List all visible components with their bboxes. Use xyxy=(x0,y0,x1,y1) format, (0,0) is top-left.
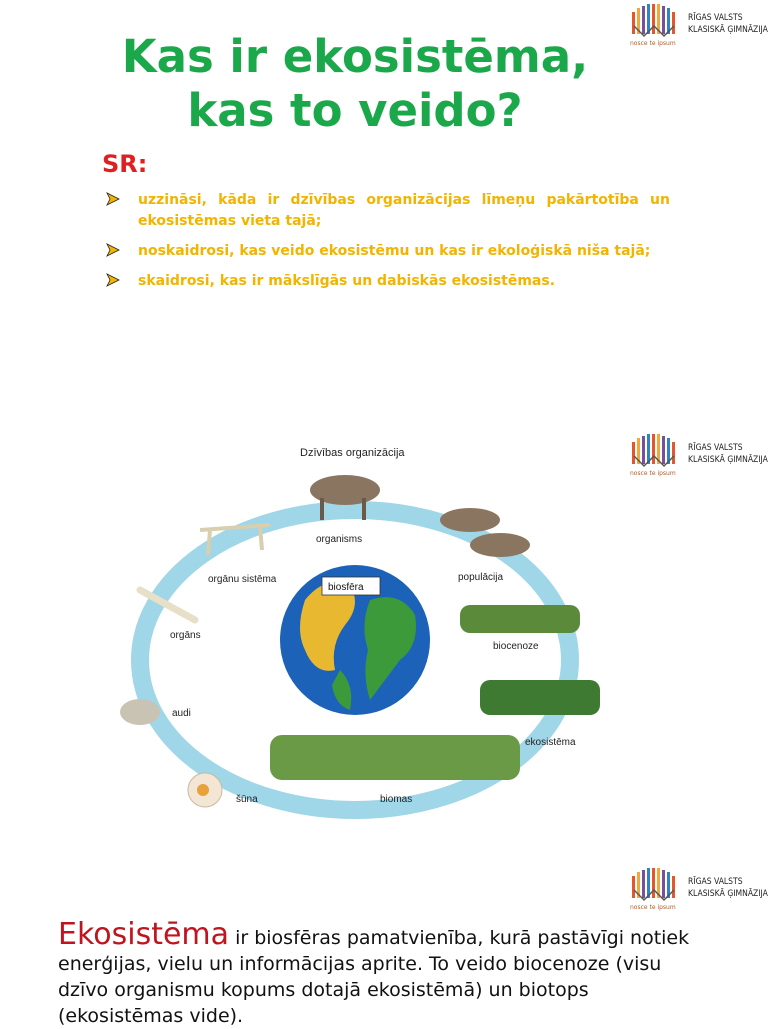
list-item xyxy=(100,241,670,262)
label-ecosystem: ekosistēma xyxy=(525,737,576,748)
ecosystem-icon xyxy=(480,680,600,715)
logo-name xyxy=(688,876,768,900)
label-cell: šūna xyxy=(236,794,258,805)
label-biome: biomas xyxy=(380,794,413,805)
logo-motto: nosce te ipsum xyxy=(630,470,676,477)
earth-globe-icon xyxy=(280,565,430,715)
school-emblem-icon xyxy=(630,866,682,908)
label-tissue: audi xyxy=(172,708,191,719)
list-item xyxy=(100,190,670,232)
tissue-icon xyxy=(120,699,160,725)
definition-text: ir biosfēras pamatvienība, kurā pastāvīgi notiek enerģijas, vielu un informācijas aprite. To veido biocenoze (visu dzīvo organismu kopums dotajā ekosistēmā) un biotops (ekosistēmas vide). xyxy=(58,927,690,1027)
school-logo xyxy=(630,866,768,914)
label-organ-system: orgānu sistēma xyxy=(208,574,277,585)
logo-line2: KLASISKĀ ĢIMNĀZIJA xyxy=(688,889,768,899)
definition-term: Ekosistēma xyxy=(58,917,230,952)
logo-line2: KLASISKĀ ĢIMNĀZIJA xyxy=(688,25,768,35)
logo-line1: RĪGAS VALSTS xyxy=(688,13,743,23)
arrow-bullet-icon xyxy=(106,243,120,257)
sr-label: SR: xyxy=(102,150,148,178)
definition-paragraph xyxy=(58,917,708,1029)
logo-motto: nosce te ipsum xyxy=(630,904,676,911)
page-title xyxy=(60,30,650,138)
label-organ: orgāns xyxy=(170,630,201,641)
bullet-text: uzzināsi, kāda ir dzīvības organizācijas līmeņu pakārtotība un ekosistēmas vieta tajā; xyxy=(138,192,670,229)
school-logo xyxy=(630,432,768,480)
school-logo xyxy=(630,2,768,50)
life-organization-diagram xyxy=(100,430,620,830)
logo-line2: KLASISKĀ ĢIMNĀZIJA xyxy=(688,455,768,465)
logo-line1: RĪGAS VALSTS xyxy=(688,443,743,453)
center-label: biosfēra xyxy=(328,582,364,593)
biocenosis-icon xyxy=(460,605,580,633)
diagram-title: Dzīvības organizācija xyxy=(300,447,405,459)
objectives-list xyxy=(100,190,670,301)
label-organisms: organisms xyxy=(316,534,363,545)
arrow-bullet-icon xyxy=(106,273,120,287)
label-biocenosis: biocenoze xyxy=(493,641,539,652)
school-emblem-icon xyxy=(630,432,682,474)
bullet-text: noskaidrosi, kas veido ekosistēmu un kas ir ekoloģiskā niša tajā; xyxy=(138,243,651,259)
logo-name xyxy=(688,442,768,466)
biome-icon xyxy=(270,735,520,780)
logo-name xyxy=(688,12,768,36)
bullet-text: skaidrosi, kas ir mākslīgās un dabiskās ekosistēmas. xyxy=(138,273,556,289)
list-item xyxy=(100,271,670,292)
title-line2: kas to veido? xyxy=(187,84,523,137)
arrow-bullet-icon xyxy=(106,192,120,206)
logo-motto: nosce te ipsum xyxy=(630,40,676,47)
label-population: populācija xyxy=(458,572,504,583)
cell-icon xyxy=(188,773,222,807)
title-line1: Kas ir ekosistēma, xyxy=(121,30,589,83)
logo-line1: RĪGAS VALSTS xyxy=(688,877,743,887)
